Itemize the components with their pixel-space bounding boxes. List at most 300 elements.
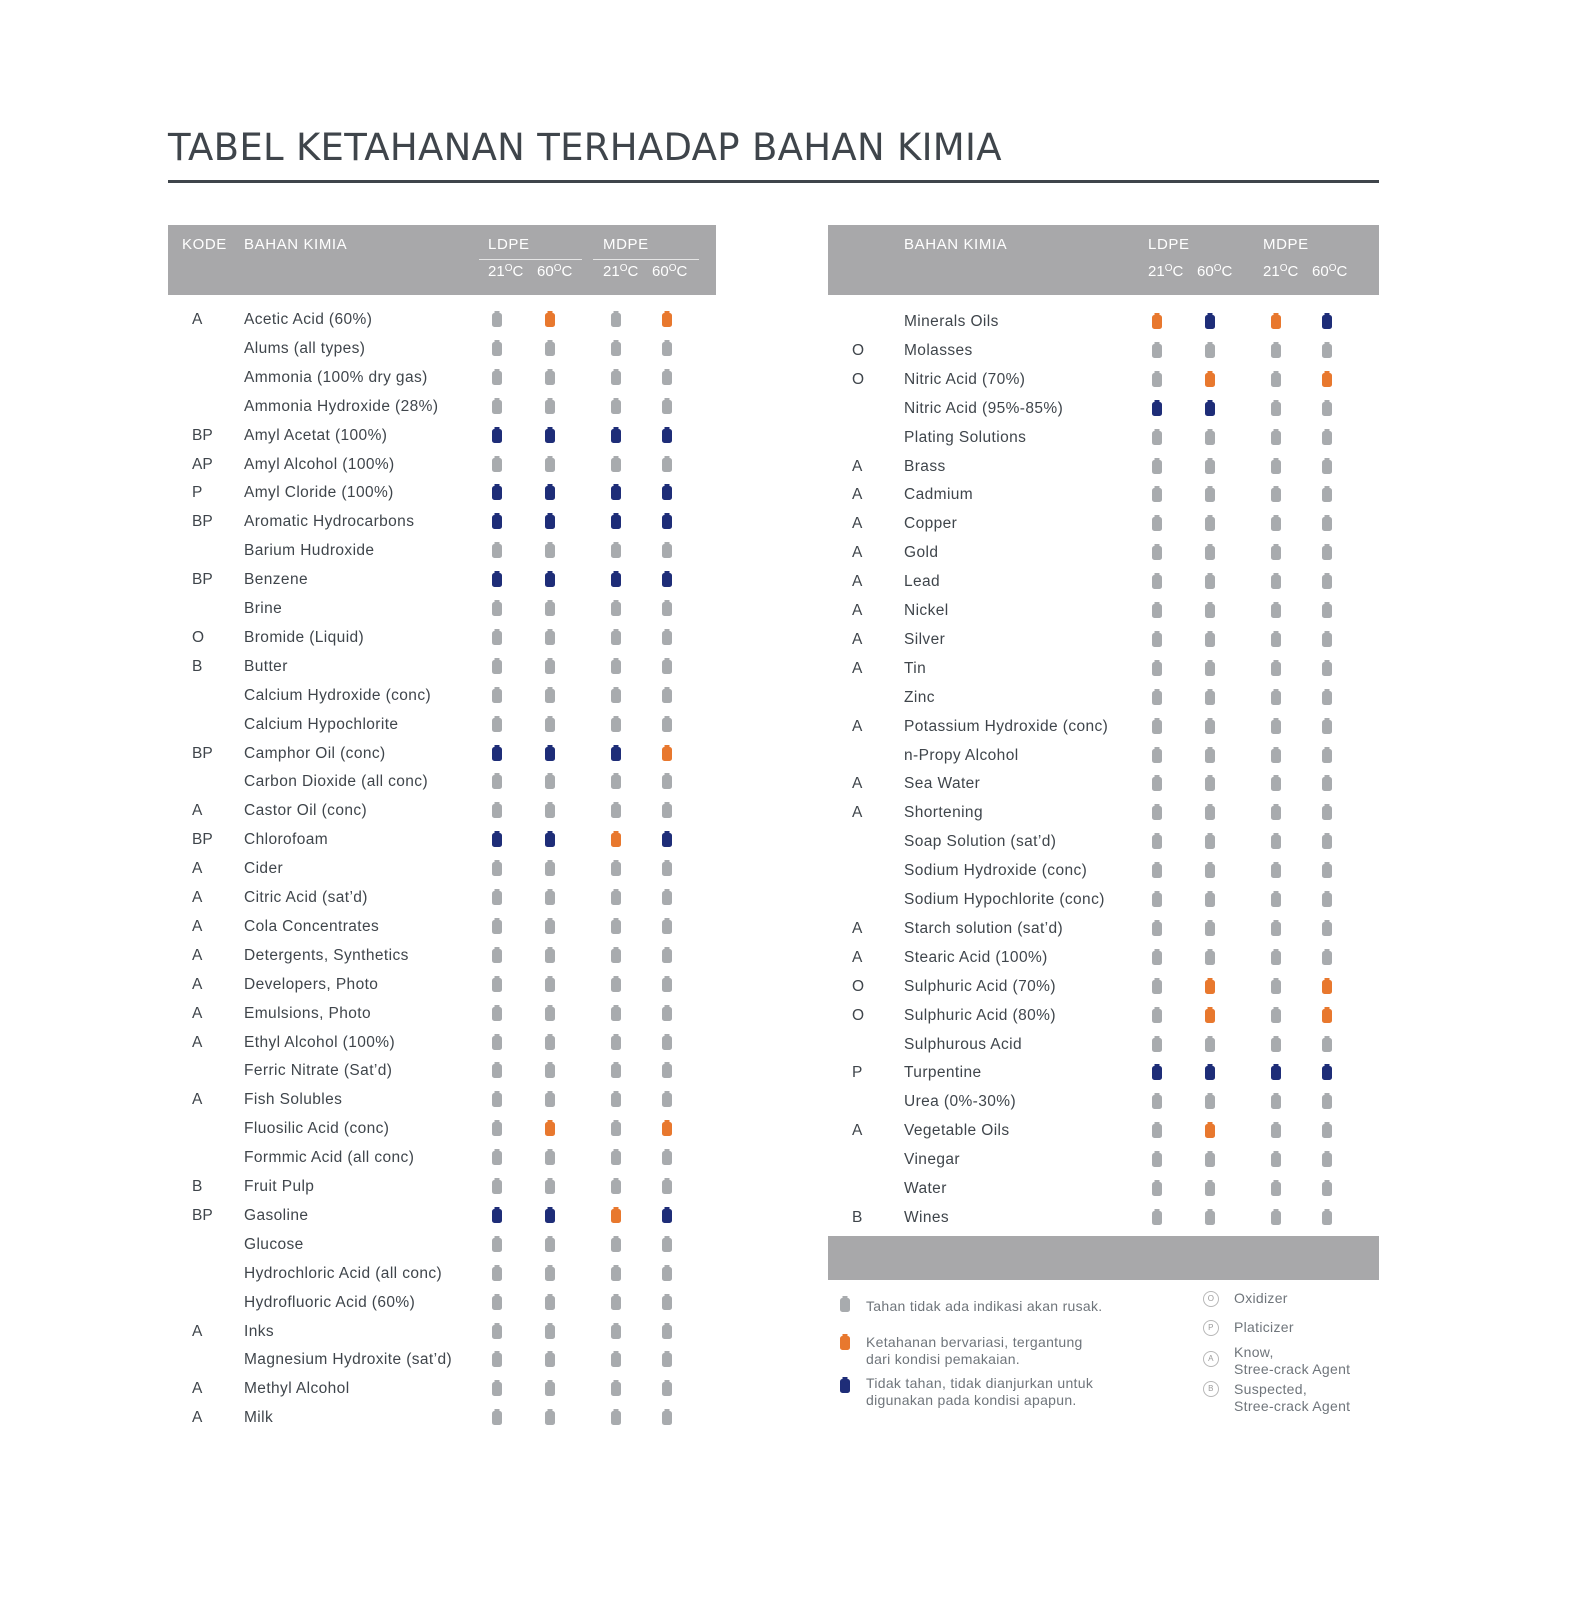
ok-ldpe-21-icon <box>492 1120 502 1136</box>
table-row <box>168 1174 716 1202</box>
bahan-kimia-cell: Sea Water <box>904 775 981 793</box>
table-row <box>168 827 716 855</box>
kode-cell: O <box>852 341 865 359</box>
ok-ldpe-60-icon <box>1205 602 1215 618</box>
ok-ldpe-21-icon <box>492 1062 502 1078</box>
table-row <box>828 656 1379 684</box>
no-mdpe-60-icon <box>662 831 672 847</box>
header-ldpe: LDPE <box>488 236 530 253</box>
ok-ldpe-60-icon <box>1205 1093 1215 1109</box>
kode-cell: O <box>852 370 865 388</box>
table-row <box>828 771 1379 799</box>
legend-no-icon <box>840 1377 850 1393</box>
bahan-kimia-cell: Alums (all types) <box>244 339 366 357</box>
legend <box>828 1290 1379 1420</box>
ok-mdpe-60-icon <box>1322 602 1332 618</box>
ok-mdpe-60-icon <box>662 918 672 934</box>
kode-cell: A <box>192 1380 203 1398</box>
page-title: TABEL KETAHANAN TERHADAP BAHAN KIMIA <box>168 126 1002 169</box>
ok-ldpe-60-icon <box>545 687 555 703</box>
ok-mdpe-60-icon <box>662 976 672 992</box>
table-row <box>168 452 716 480</box>
ok-ldpe-60-icon <box>545 773 555 789</box>
ok-ldpe-21-icon <box>492 1294 502 1310</box>
bahan-kimia-cell: Benzene <box>244 571 308 589</box>
ok-mdpe-21-icon <box>1271 718 1281 734</box>
ok-mdpe-60-icon <box>662 860 672 876</box>
var-mdpe-21-icon <box>1271 313 1281 329</box>
bahan-kimia-cell: Calcium Hydroxide (conc) <box>244 686 432 704</box>
header-bahan-kimia: BAHAN KIMIA <box>244 236 348 253</box>
header-mdpe-21: $21^OC$ <box>1263 263 1299 280</box>
bahan-kimia-cell: Brass <box>904 457 946 475</box>
mdpe-underline <box>593 259 699 260</box>
table-row <box>828 309 1379 337</box>
table-row <box>168 1405 716 1433</box>
ok-ldpe-21-icon <box>1152 689 1162 705</box>
ok-ldpe-60-icon <box>1205 458 1215 474</box>
table-row <box>828 1089 1379 1117</box>
ok-ldpe-60-icon <box>1205 515 1215 531</box>
kode-cell: A <box>852 804 863 822</box>
ok-ldpe-21-icon <box>1152 1007 1162 1023</box>
no-ldpe-60-icon <box>545 484 555 500</box>
bahan-kimia-cell: Gold <box>904 544 939 562</box>
ok-ldpe-21-icon <box>492 947 502 963</box>
legend-oxidizer-text: Oxidizer <box>1234 1290 1288 1306</box>
ok-mdpe-21-icon <box>1271 544 1281 560</box>
ok-mdpe-21-icon <box>611 1294 621 1310</box>
ok-ldpe-60-icon <box>545 1294 555 1310</box>
ok-mdpe-21-icon <box>611 600 621 616</box>
ok-mdpe-60-icon <box>662 1323 672 1339</box>
legend-suspected-text-2: Stree-crack Agent <box>1234 1398 1351 1414</box>
kode-cell: BP <box>192 571 213 589</box>
ok-ldpe-21-icon <box>492 802 502 818</box>
kode-cell: A <box>852 544 863 562</box>
no-ldpe-60-icon <box>1205 400 1215 416</box>
ok-mdpe-60-icon <box>662 773 672 789</box>
bahan-kimia-cell: Camphor Oil (conc) <box>244 744 386 762</box>
ok-mdpe-21-icon <box>611 947 621 963</box>
no-ldpe-21-icon <box>492 831 502 847</box>
ok-mdpe-60-icon <box>662 1351 672 1367</box>
kode-cell: A <box>192 1409 203 1427</box>
table-row <box>168 336 716 364</box>
table-row <box>828 396 1379 424</box>
kode-cell: B <box>192 657 203 675</box>
ok-mdpe-60-icon <box>662 1236 672 1252</box>
bahan-kimia-cell: Cola Concentrates <box>244 917 380 935</box>
ldpe-underline <box>479 259 582 260</box>
ok-ldpe-21-icon <box>492 1351 502 1367</box>
ok-mdpe-21-icon <box>611 658 621 674</box>
header-ldpe: LDPE <box>1148 236 1190 253</box>
ok-mdpe-60-icon <box>662 687 672 703</box>
ok-ldpe-21-icon <box>1152 631 1162 647</box>
ok-ldpe-21-icon <box>1152 1093 1162 1109</box>
ok-ldpe-21-icon <box>1152 573 1162 589</box>
kode-cell: A <box>192 946 203 964</box>
kode-cell: A <box>852 457 863 475</box>
ok-mdpe-60-icon <box>1322 1151 1332 1167</box>
ok-mdpe-60-icon <box>662 542 672 558</box>
table-row <box>828 743 1379 771</box>
ok-ldpe-60-icon <box>1205 920 1215 936</box>
ok-mdpe-21-icon <box>1271 891 1281 907</box>
ok-mdpe-60-icon <box>662 1380 672 1396</box>
ok-ldpe-60-icon <box>1205 660 1215 676</box>
no-ldpe-60-icon <box>545 831 555 847</box>
ok-mdpe-60-icon <box>1322 775 1332 791</box>
ok-ldpe-21-icon <box>1152 458 1162 474</box>
ok-ldpe-21-icon <box>492 1005 502 1021</box>
kode-cell: A <box>192 802 203 820</box>
ok-mdpe-21-icon <box>611 1323 621 1339</box>
table-row <box>168 943 716 971</box>
ok-mdpe-60-icon <box>662 369 672 385</box>
bahan-kimia-cell: Turpentine <box>904 1064 982 1082</box>
var-mdpe-60-icon <box>1322 978 1332 994</box>
ok-ldpe-60-icon <box>545 1380 555 1396</box>
ok-ldpe-21-icon <box>1152 371 1162 387</box>
table-row <box>828 974 1379 1002</box>
suspected-agent-mark-icon: B <box>1203 1381 1219 1397</box>
no-mdpe-21-icon <box>611 571 621 587</box>
ok-mdpe-60-icon <box>1322 544 1332 560</box>
header-mdpe: MDPE <box>603 236 649 253</box>
bahan-kimia-cell: Cider <box>244 860 284 878</box>
ok-ldpe-21-icon <box>492 1409 502 1425</box>
ok-ldpe-60-icon <box>545 860 555 876</box>
ok-mdpe-60-icon <box>662 1005 672 1021</box>
legend-var-icon <box>840 1334 850 1350</box>
var-ldpe-60-icon <box>1205 1007 1215 1023</box>
ok-ldpe-60-icon <box>1205 544 1215 560</box>
ok-mdpe-60-icon <box>662 658 672 674</box>
title-rule <box>168 180 1379 183</box>
ok-mdpe-21-icon <box>1271 747 1281 763</box>
ok-ldpe-60-icon <box>545 340 555 356</box>
ok-mdpe-21-icon <box>1271 1122 1281 1138</box>
table-row <box>168 307 716 335</box>
bahan-kimia-cell: Silver <box>904 630 946 648</box>
ok-ldpe-21-icon <box>1152 486 1162 502</box>
no-ldpe-60-icon <box>1205 313 1215 329</box>
ok-ldpe-21-icon <box>492 658 502 674</box>
bahan-kimia-cell: Sulphuric Acid (80%) <box>904 1006 1056 1024</box>
table-row <box>828 858 1379 886</box>
ok-ldpe-60-icon <box>545 1178 555 1194</box>
ok-mdpe-21-icon <box>611 1149 621 1165</box>
no-mdpe-21-icon <box>611 427 621 443</box>
ok-ldpe-60-icon <box>545 889 555 905</box>
ok-ldpe-60-icon <box>545 947 555 963</box>
bahan-kimia-cell: Hydrochloric Acid (all conc) <box>244 1264 443 1282</box>
table-row <box>168 1319 716 1347</box>
kode-cell: A <box>852 659 863 677</box>
ok-mdpe-60-icon <box>662 1062 672 1078</box>
ok-mdpe-60-icon <box>1322 862 1332 878</box>
ok-mdpe-60-icon <box>662 1034 672 1050</box>
table-row <box>828 425 1379 453</box>
ok-mdpe-60-icon <box>662 456 672 472</box>
table-row <box>828 338 1379 366</box>
table-row <box>168 1347 716 1375</box>
table-row <box>828 1060 1379 1088</box>
ok-mdpe-60-icon <box>662 947 672 963</box>
ok-mdpe-60-icon <box>1322 747 1332 763</box>
no-ldpe-21-icon <box>492 427 502 443</box>
ok-mdpe-21-icon <box>611 456 621 472</box>
ok-mdpe-21-icon <box>1271 1036 1281 1052</box>
ok-mdpe-60-icon <box>1322 1093 1332 1109</box>
legend-no-text-2: digunakan pada kondisi apapun. <box>866 1392 1077 1408</box>
ok-ldpe-21-icon <box>1152 515 1162 531</box>
header-ldpe-60: $60^OC$ <box>1197 263 1233 280</box>
bahan-kimia-cell: Starch solution (sat’d) <box>904 919 1064 937</box>
ok-mdpe-21-icon <box>611 311 621 327</box>
ok-ldpe-21-icon <box>1152 1036 1162 1052</box>
table-row <box>828 598 1379 626</box>
table-row <box>828 627 1379 655</box>
no-ldpe-21-icon <box>492 513 502 529</box>
ok-mdpe-60-icon <box>1322 1209 1332 1225</box>
table-row <box>168 741 716 769</box>
ok-mdpe-21-icon <box>611 773 621 789</box>
ok-ldpe-60-icon <box>1205 342 1215 358</box>
bahan-kimia-cell: Ammonia (100% dry gas) <box>244 368 428 386</box>
no-mdpe-21-icon <box>611 513 621 529</box>
kode-cell: A <box>852 1122 863 1140</box>
ok-ldpe-60-icon <box>545 1062 555 1078</box>
no-mdpe-60-icon <box>662 571 672 587</box>
ok-ldpe-21-icon <box>492 889 502 905</box>
ok-ldpe-60-icon <box>545 1005 555 1021</box>
ok-ldpe-60-icon <box>1205 689 1215 705</box>
no-ldpe-60-icon <box>545 745 555 761</box>
ok-ldpe-21-icon <box>492 918 502 934</box>
ok-ldpe-21-icon <box>1152 891 1162 907</box>
ok-ldpe-21-icon <box>492 1380 502 1396</box>
table-row <box>168 683 716 711</box>
ok-ldpe-60-icon <box>545 600 555 616</box>
ok-mdpe-60-icon <box>662 716 672 732</box>
plasticizer-mark-icon: P <box>1203 1320 1219 1336</box>
header-kode: KODE <box>182 236 227 253</box>
header-mdpe-60: $60^OC$ <box>652 263 688 280</box>
table-row <box>168 365 716 393</box>
bahan-kimia-cell: Plating Solutions <box>904 428 1027 446</box>
ok-ldpe-21-icon <box>492 1091 502 1107</box>
header-bahan-kimia: BAHAN KIMIA <box>904 236 1008 253</box>
ok-ldpe-21-icon <box>492 1149 502 1165</box>
ok-ldpe-60-icon <box>545 716 555 732</box>
table-row <box>828 511 1379 539</box>
oxidizer-mark-icon: O <box>1203 1291 1219 1307</box>
kode-cell: A <box>192 1091 203 1109</box>
no-mdpe-60-icon <box>1322 1064 1332 1080</box>
ok-ldpe-21-icon <box>1152 342 1162 358</box>
table-row <box>168 1261 716 1289</box>
bahan-kimia-cell: Molasses <box>904 341 973 359</box>
table-row <box>828 1147 1379 1175</box>
var-mdpe-21-icon <box>611 831 621 847</box>
bahan-kimia-cell: Vegetable Oils <box>904 1122 1010 1140</box>
ok-mdpe-21-icon <box>1271 458 1281 474</box>
ok-ldpe-60-icon <box>1205 1180 1215 1196</box>
ok-ldpe-60-icon <box>545 1323 555 1339</box>
ok-mdpe-60-icon <box>1322 631 1332 647</box>
ok-mdpe-21-icon <box>611 1236 621 1252</box>
ok-mdpe-60-icon <box>1322 1180 1332 1196</box>
bahan-kimia-cell: Urea (0%-30%) <box>904 1093 1017 1111</box>
no-ldpe-21-icon <box>492 745 502 761</box>
no-mdpe-21-icon <box>611 484 621 500</box>
left-table-header <box>168 225 716 295</box>
no-mdpe-60-icon <box>662 513 672 529</box>
ok-mdpe-21-icon <box>1271 1093 1281 1109</box>
ok-ldpe-60-icon <box>1205 775 1215 791</box>
no-ldpe-60-icon <box>545 427 555 443</box>
ok-mdpe-21-icon <box>611 889 621 905</box>
ok-mdpe-21-icon <box>1271 602 1281 618</box>
ok-mdpe-60-icon <box>1322 920 1332 936</box>
bahan-kimia-cell: Developers, Photo <box>244 975 379 993</box>
ok-mdpe-21-icon <box>611 1380 621 1396</box>
table-row <box>168 1116 716 1144</box>
bahan-kimia-cell: Brine <box>244 600 283 617</box>
ok-ldpe-21-icon <box>492 687 502 703</box>
ok-ldpe-60-icon <box>1205 804 1215 820</box>
ok-mdpe-21-icon <box>611 687 621 703</box>
ok-ldpe-21-icon <box>492 629 502 645</box>
ok-mdpe-21-icon <box>1271 978 1281 994</box>
bahan-kimia-cell: n-Propy Alcohol <box>904 746 1019 764</box>
kode-cell: A <box>192 311 203 328</box>
bahan-kimia-cell: Minerals Oils <box>904 313 999 330</box>
no-ldpe-21-icon <box>1152 400 1162 416</box>
bahan-kimia-cell: Carbon Dioxide (all conc) <box>244 773 429 791</box>
ok-ldpe-21-icon <box>492 369 502 385</box>
kode-cell: A <box>852 486 863 504</box>
table-row <box>168 1376 716 1404</box>
bahan-kimia-cell: Ethyl Alcohol (100%) <box>244 1033 396 1051</box>
kode-cell: A <box>192 1322 203 1340</box>
ok-ldpe-60-icon <box>1205 1151 1215 1167</box>
ok-ldpe-21-icon <box>1152 429 1162 445</box>
kode-cell: BP <box>192 744 213 762</box>
table-row <box>168 885 716 913</box>
bahan-kimia-cell: Methyl Alcohol <box>244 1380 350 1398</box>
ok-mdpe-60-icon <box>1322 891 1332 907</box>
ok-mdpe-60-icon <box>662 629 672 645</box>
var-ldpe-60-icon <box>545 1120 555 1136</box>
legend-ok-icon <box>840 1296 850 1312</box>
bahan-kimia-cell: Nitric Acid (70%) <box>904 370 1026 388</box>
table-row <box>828 454 1379 482</box>
bahan-kimia-cell: Ferric Nitrate (Sat’d) <box>244 1062 393 1080</box>
no-ldpe-21-icon <box>492 571 502 587</box>
ok-ldpe-60-icon <box>1205 631 1215 647</box>
no-mdpe-60-icon <box>662 427 672 443</box>
left-table <box>168 225 716 1427</box>
legend-var-text-1: Ketahanan bervariasi, tergantung <box>866 1334 1083 1350</box>
ok-mdpe-21-icon <box>1271 486 1281 502</box>
table-row <box>168 567 716 595</box>
ok-mdpe-21-icon <box>1271 1209 1281 1225</box>
legend-plasticizer-text: Platicizer <box>1234 1319 1294 1335</box>
ok-mdpe-60-icon <box>1322 429 1332 445</box>
bahan-kimia-cell: Sulphuric Acid (70%) <box>904 977 1056 995</box>
ok-ldpe-21-icon <box>1152 949 1162 965</box>
ok-mdpe-60-icon <box>1322 1122 1332 1138</box>
bahan-kimia-cell: Formmic Acid (all conc) <box>244 1149 415 1167</box>
kode-cell: A <box>852 717 863 735</box>
ok-mdpe-21-icon <box>611 716 621 732</box>
ok-mdpe-21-icon <box>611 1062 621 1078</box>
ok-mdpe-21-icon <box>1271 804 1281 820</box>
no-mdpe-60-icon <box>1322 313 1332 329</box>
ok-ldpe-60-icon <box>1205 1036 1215 1052</box>
ok-mdpe-60-icon <box>662 1091 672 1107</box>
ok-mdpe-21-icon <box>611 398 621 414</box>
no-ldpe-60-icon <box>1205 1064 1215 1080</box>
ok-ldpe-60-icon <box>1205 833 1215 849</box>
var-mdpe-60-icon <box>662 1120 672 1136</box>
ok-mdpe-21-icon <box>1271 920 1281 936</box>
bahan-kimia-cell: Sodium Hydroxide (conc) <box>904 862 1088 880</box>
kode-cell: O <box>192 628 205 646</box>
var-mdpe-60-icon <box>1322 371 1332 387</box>
no-ldpe-21-icon <box>1152 1064 1162 1080</box>
ok-mdpe-60-icon <box>662 1178 672 1194</box>
table-row <box>828 714 1379 742</box>
legend-suspected-text-1: Suspected, <box>1234 1381 1308 1397</box>
ok-mdpe-21-icon <box>1271 833 1281 849</box>
ok-ldpe-21-icon <box>1152 544 1162 560</box>
no-ldpe-60-icon <box>545 513 555 529</box>
ok-ldpe-21-icon <box>1152 1209 1162 1225</box>
table-row <box>168 798 716 826</box>
table-row <box>168 1290 716 1318</box>
ok-mdpe-21-icon <box>1271 660 1281 676</box>
kode-cell: B <box>852 1208 863 1226</box>
kode-cell: A <box>852 630 863 648</box>
ok-mdpe-60-icon <box>1322 804 1332 820</box>
table-row <box>828 945 1379 973</box>
ok-mdpe-60-icon <box>1322 949 1332 965</box>
header-mdpe-60: $60^OC$ <box>1312 263 1348 280</box>
table-row <box>168 769 716 797</box>
header-ldpe-21: $21^OC$ <box>488 263 524 280</box>
legend-ok-text: Tahan tidak ada indikasi akan rusak. <box>866 1298 1103 1314</box>
ok-mdpe-21-icon <box>611 918 621 934</box>
var-mdpe-60-icon <box>662 745 672 761</box>
kode-cell: BP <box>192 831 213 849</box>
bahan-kimia-cell: Water <box>904 1180 947 1197</box>
kode-cell: BP <box>192 513 213 531</box>
ok-mdpe-21-icon <box>611 1120 621 1136</box>
table-row <box>168 596 716 624</box>
header-ldpe-21: $21^OC$ <box>1148 263 1184 280</box>
kode-cell: A <box>192 860 203 878</box>
bahan-kimia-cell: Detergents, Synthetics <box>244 946 409 964</box>
table-row <box>168 1001 716 1029</box>
table-row <box>828 685 1379 713</box>
ok-ldpe-60-icon <box>545 1034 555 1050</box>
ok-ldpe-60-icon <box>545 369 555 385</box>
